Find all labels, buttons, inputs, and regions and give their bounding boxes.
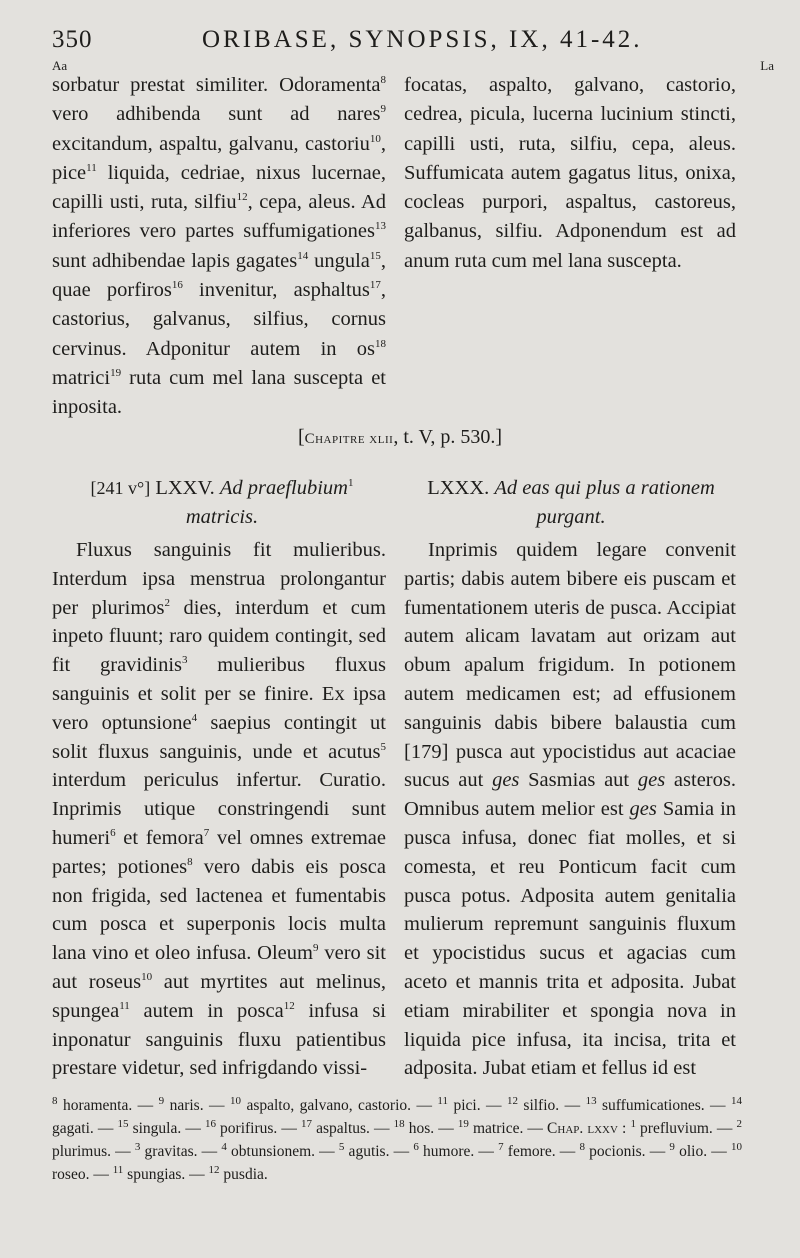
text-run: invenitur, asphaltus <box>182 279 370 302</box>
footnote-ref: 12 <box>208 1163 220 1176</box>
footnote-ref: 9 <box>669 1140 675 1153</box>
footnote-ref: 12 <box>283 999 295 1012</box>
text-run: saepius contingit ut solit fluxus sanguinis, unde et acutus <box>52 711 386 763</box>
footnote-ref: 13 <box>585 1094 597 1107</box>
footnote-ref: 9 <box>380 103 386 116</box>
text-run: roseo. — <box>52 1166 113 1183</box>
footnote-ref: 15 <box>117 1117 129 1130</box>
right-column-body <box>404 536 736 1083</box>
footnote-ref: 8 <box>52 1094 58 1107</box>
footnote-ref: 3 <box>134 1140 141 1153</box>
text-run: humore. — <box>418 1143 499 1160</box>
running-title: ORIBASE, SYNOPSIS, IX, 41-42. <box>202 26 643 53</box>
text-run: aut myrtites aut melinus, spungea <box>52 970 386 1022</box>
section-heading-lxxx <box>404 474 738 532</box>
text-run: aspaltus. — <box>312 1120 394 1137</box>
footnote-ref: 7 <box>203 827 210 840</box>
footnote-ref: 2 <box>736 1117 742 1130</box>
text-run: Sasmias aut <box>519 769 638 792</box>
footnote-ref: 8 <box>579 1140 585 1153</box>
paragraph: focatas, aspalto, galvano, castorio, cedrea, picula, lucerna lucinium stincti, capilli usti, ruta, silfiu, cepa, aleus. Suffumicata autem gagatus litus, onixa, cocleas purpori, aspaltus, castoreus, galbanus, silfiu. Adponendum est ad anum ruta cum mel lana suscepta. <box>404 74 736 272</box>
footnote-ref: 11 <box>86 162 97 175</box>
text-run: infusa si inponatur sanguinis fluxu patientibus prestare videtur, sed infrigdando vissi- <box>52 999 386 1080</box>
text-run: matrice. — <box>468 1120 548 1137</box>
footnotes <box>52 1094 742 1186</box>
section-title-cont: matricis. <box>185 506 259 528</box>
footnote-ref: 1 <box>630 1117 636 1130</box>
footnote-ref: 14 <box>731 1094 742 1107</box>
text-run: matrici <box>52 366 111 389</box>
footnote-ref: 19 <box>110 367 122 380</box>
footnote-ref: 11 <box>112 1163 124 1176</box>
footnote-ref: 4 <box>221 1140 227 1153</box>
section-heading-lxxv <box>52 474 392 532</box>
footnote-ref: 18 <box>375 337 386 350</box>
footnote-ref: 10 <box>730 1140 742 1153</box>
text-run: naris. — <box>164 1097 230 1114</box>
text-run: autem in posca <box>129 999 284 1022</box>
page-number: 350 <box>52 26 93 53</box>
footnote-ref: 3 <box>182 654 188 667</box>
section-title: Ad eas qui plus a rationem purgant. <box>494 477 715 528</box>
manuscript-siglum-right: La <box>760 58 774 73</box>
section-number: LXXV. <box>155 477 215 499</box>
footnote-ref: 18 <box>393 1117 405 1130</box>
text-run: olio. — <box>674 1143 731 1160</box>
footnote-ref: 11 <box>119 999 130 1012</box>
text-run: et femora <box>115 826 204 849</box>
text-run: : <box>617 1120 631 1137</box>
text-run: mulieribus fluxus sanguinis et solit per se finire. Ex ipsa vero optunsione <box>52 654 386 734</box>
footnote-ref: 16 <box>204 1117 216 1130</box>
text-run: liquida, cedriae, nixus lucernae, capilli usti, ruta, silfiu <box>52 161 386 214</box>
footnote-ref: 7 <box>498 1140 504 1153</box>
paragraph <box>52 71 386 423</box>
text-run: obtunsionem. — <box>226 1143 339 1160</box>
text-run: prefluvium. — <box>635 1120 737 1137</box>
paragraph <box>404 536 736 1083</box>
text-run: interdum periculus infertur. Curatio. Inprimis utique constringendi sunt humeri <box>52 769 386 849</box>
footnote-ref: 2 <box>164 596 171 609</box>
text-run: Samia in pusca infusa, donec fiat molles, et si comesta, et reu Ponticum facit cum pusca potus. Adposita autem genitalia mulierum repremunt sanguinis fluxum et ypocistidus sucus et agacias cum aceto et mannis trita et adposita. Jubat etiam mirabiliter et spongia nova in liquida pice infusa, ita incisa, trita et adposita. Jubat etiam et fellus id est <box>404 798 737 1080</box>
chapter-volume-ref: , t. V, p. 530.] <box>393 426 503 448</box>
text-run: singula. — <box>128 1120 205 1137</box>
text-run: femore. — <box>503 1143 580 1160</box>
footnote-ref: 10 <box>369 132 381 145</box>
italic-word: ges <box>629 798 657 821</box>
text-run: dies, interdum et cum inpeto fluunt; raro quidem contingit, sed fit gravidinis <box>52 596 387 677</box>
chapter-abbrev: Chap. lxxv <box>547 1120 618 1137</box>
text-run: gravitas. — <box>140 1143 222 1160</box>
footnote-ref: 17 <box>369 279 381 292</box>
italic-word: ges <box>637 769 666 792</box>
chapter-bracket: [ <box>297 426 305 448</box>
footnote-ref: 10 <box>141 971 153 984</box>
footnote-ref: 12 <box>236 191 248 204</box>
left-column-continuation <box>52 71 386 423</box>
manuscript-siglum-left: Aa <box>52 58 68 73</box>
text-run: porifirus. — <box>215 1120 302 1137</box>
text-run: gagati. — <box>52 1120 118 1137</box>
text-run: horamenta. — <box>57 1097 159 1114</box>
text-run: sorbatur prestat similiter. Odoramenta <box>52 74 381 96</box>
text-run: , pice <box>52 132 386 184</box>
text-run: pocionis. — <box>584 1143 670 1160</box>
footnote-ref: 5 <box>380 740 386 753</box>
footnote-ref: 13 <box>375 220 386 233</box>
footnote-ref: 11 <box>437 1094 448 1107</box>
text-run: pici. — <box>448 1097 507 1114</box>
footnote-ref: 9 <box>158 1094 165 1107</box>
section-number: LXXX. <box>427 477 490 499</box>
footnote-ref: 16 <box>171 279 183 292</box>
footnote-ref: 19 <box>457 1117 469 1130</box>
footnote-ref: 4 <box>191 711 198 724</box>
text-run: , cepa, aleus. Ad inferiores vero partes suffumigationes <box>52 191 386 243</box>
footnote-ref: 5 <box>338 1140 345 1153</box>
section-title: Ad praeflubium <box>219 477 348 499</box>
footnote-ref: 10 <box>230 1094 241 1107</box>
text-run: , quae porfiros <box>52 249 386 302</box>
running-header <box>52 26 790 66</box>
text-run: Fluxus sanguinis fit mulieribus. Interdum ipsa menstrua prolongantur per plurimos <box>52 539 386 619</box>
text-run: Inprimis quidem legare convenit partis; dabis autem bibere eis puscam et fumentationem uteris de pusca. Accipiat autem alicam lavatam aut orizam aut obum apalum frigidum. In potionem autem medicamen est; ad effusionem sanguinis dabis bibere balaustia cum [179] pusca aut ypocistidus aut acaciae sucus aut <box>404 539 736 792</box>
text-run: sunt adhibendae lapis gagates <box>52 249 298 272</box>
footnote-ref: 8 <box>187 855 193 868</box>
text-run: silfio. — <box>517 1097 586 1114</box>
text-run: aspalto, galvano, castorio. — <box>241 1097 438 1114</box>
footnote-ref: 6 <box>413 1140 419 1153</box>
text-run: ruta cum mel lana suscepta et inposita. <box>52 366 386 419</box>
text-run: ungula <box>308 249 370 272</box>
text-run: hos. — <box>404 1120 458 1137</box>
footnote-ref: 8 <box>380 74 386 87</box>
text-run: vero sit aut roseus <box>52 942 386 993</box>
text-run: asteros. Omnibus autem melior est <box>404 769 736 821</box>
right-column-continuation <box>404 71 736 276</box>
text-run: , castorius, galvanus, silfius, cornus cervinus. Adponitur autem in os <box>52 279 386 360</box>
text-run: suffumicationes. — <box>596 1097 731 1114</box>
footnote-ref: 17 <box>301 1117 313 1130</box>
text-run: excitandum, aspaltu, galvanu, castoriu <box>52 132 370 155</box>
footnote-ref: 14 <box>297 249 309 262</box>
italic-word: ges <box>492 769 520 792</box>
text-run: pusdia. <box>219 1166 268 1183</box>
footnote-ref: 6 <box>110 827 116 840</box>
chapter-reference <box>0 426 800 449</box>
text-run: vero adhibenda sunt ad nares <box>52 103 381 126</box>
paragraph <box>52 536 386 1083</box>
left-column-body <box>52 536 386 1083</box>
footnote-ref: 9 <box>312 942 319 955</box>
text-run: agutis. — <box>344 1143 414 1160</box>
text-run: spungias. — <box>123 1166 209 1183</box>
folio-marker: [241 v°] <box>90 478 151 498</box>
footnote-ref: 12 <box>506 1094 518 1107</box>
text-run: vero dabis eis posca non frigida, sed lactenea et fumentabis cum posca et superponis locis multa lana vino et oleo infusa. Oleum <box>52 855 386 965</box>
footnote-ref: 15 <box>369 249 381 262</box>
text-run: vel omnes extremae partes; potiones <box>52 826 386 878</box>
text-run: plurimus. — <box>52 1143 135 1160</box>
chapter-label: Chapitre xlii <box>304 431 394 447</box>
footnote-ref: 1 <box>347 477 354 490</box>
